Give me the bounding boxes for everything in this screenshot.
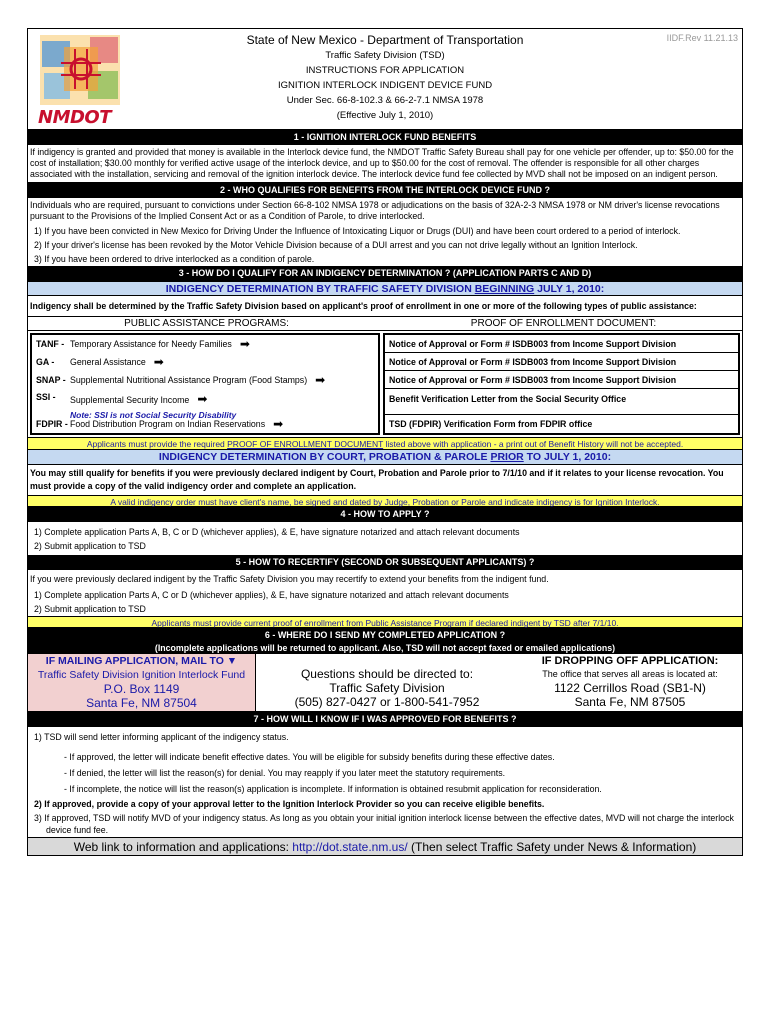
programs-list [30, 333, 380, 435]
mailing-line: Traffic Safety Division Ignition Interlock Fund [37, 669, 246, 681]
header-title: State of New Mexico - Department of Transportation [246, 33, 524, 47]
phone-numbers: (505) 827-0427 or 1-800-541-7952 [294, 695, 480, 709]
header-line: (Effective July 1, 2010) [336, 110, 434, 121]
list-item: 2) If your driver's license has been revoked by the Motor Vehicle Division because of a DUI arrest and you can not drive legally without an Ignition Interlock. [34, 240, 638, 250]
list-item: 2) If approved, provide a copy of your approval letter to the Ignition Interlock Provider so you can receive eligible benefits. [34, 799, 545, 809]
header-line: Under Sec. 66-8-102.3 & 66-2-7.1 NMSA 1978 [286, 95, 484, 106]
mailing-title: IF MAILING APPLICATION, MAIL TO ▼ [45, 655, 238, 667]
assistance-table-header [28, 317, 742, 331]
list-item: 1) TSD will send letter informing applicant of the indigency status. [34, 732, 289, 742]
drop-off-title: IF DROPPING OFF APPLICATION: [541, 655, 719, 667]
section-3-heading: 3 - HOW DO I QUALIFY FOR AN INDIGENCY DETERMINATION ? (APPLICATION PARTS C AND D) [28, 266, 742, 281]
form-header [28, 29, 742, 130]
incomplete-notice: (Incomplete applications will be returned to applicant. Also, TSD will not accept faxed or emailed applications) [28, 643, 742, 654]
list-item: 3) If approved, TSD will notify MVD of your indigency status. As long as you obtain your initial ignition interlock license between the effective dates, MVD will not charge the interlock device fund fee. [34, 813, 734, 835]
section-1-text: If indigency is granted and provided that money is available in the Interlock device fund, the NMDOT Traffic Safety Bureau shall pay for one vehicle per offender, up to: $50.00 for the cost of installation; $30.00 monthly for verified active usage of the interlock device, and up to $50.00 for the cost of removal. The offender is responsible for all other charges associated with the installation, servicing and removal of the ignition interlock device. The interlock device fund fee collected by MVD shall not be imposed on an indigent person. [28, 145, 742, 183]
instruction-form [27, 28, 743, 856]
questions-contact: Questions should be directed to: Traffic Safety Division (505) 827-0427 or 1-800-541-7952 [256, 654, 518, 711]
section-7-heading: 7 - HOW WILL I KNOW IF I WAS APPROVED FOR BENEFITS ? [28, 712, 742, 727]
arrow-right-icon: ➡ [239, 337, 250, 351]
header-line: Traffic Safety Division (TSD) [325, 50, 445, 61]
proof-notice: Applicants must provide the required PROOF OF ENROLLMENT DOCUMENT listed above with application - a print out of Benefit History will not be accepted. [28, 438, 742, 450]
proof-row: Notice of Approval or Form # ISDB003 from Income Support Division [385, 353, 738, 371]
assistance-table [28, 331, 742, 438]
proof-row: Notice of Approval or Form # ISDB003 from Income Support Division [385, 335, 738, 353]
court-text: You may still qualify for benefits if you were previously declared indigent by Court, Probation and Parole prior to 7/1/10 and if it relates to your license revocation. You must provide a copy of the valid indigency order and complete an application. [30, 468, 724, 491]
mailing-line: Santa Fe, NM 87504 [86, 696, 197, 710]
program-row: SSI - Supplemental Security Income ➡ Note: SSI is not Social Security Disability [36, 392, 237, 420]
recertify-notice: Applicants must provide current proof of enrollment from Public Assistance Program if declared indigent by TSD after 7/1/10. [28, 616, 742, 628]
indigency-order-notice: A valid indigency order must have client's name, be signed and dated by Judge, Probation or Parole and indicate indigency is for Ignition Interlock. [28, 495, 742, 507]
col-programs-header: PUBLIC ASSISTANCE PROGRAMS: [124, 318, 289, 329]
sub-item: - If approved, the letter will indicate benefit effective dates. You will be eligible for subsidy benefits during these effective dates. [64, 752, 555, 762]
program-row: GA - General Assistance ➡ [36, 355, 164, 369]
header-line: INSTRUCTIONS FOR APPLICATION [305, 65, 465, 76]
proof-list [383, 333, 740, 435]
section-5-text: If you were previously declared indigent by the Traffic Safety Division you may recertify to extend your benefits from the indigent fund. [30, 574, 549, 584]
revision-code: IIDF.Rev 11.21.13 [666, 33, 738, 43]
logo-text: NMDOT [38, 107, 111, 128]
list-item: 2) Submit application to TSD [34, 604, 146, 614]
sub-item: - If incomplete, the notice will list the reason(s) application is incomplete. If information is obtained resubmit application for reconsideration. [64, 784, 602, 794]
proof-row: TSD (FDPIR) Verification Form from FDPIR office [389, 419, 593, 429]
program-row: FDPIR - Food Distribution Program on Indian Reservations ➡ [36, 417, 284, 431]
web-link-footer: Web link to information and applications: http://dot.state.nm.us/ (Then select Traffic Safety under News & Information) [28, 837, 742, 855]
mailing-line: P.O. Box 1149 [103, 682, 180, 696]
list-item: 3) If you have been ordered to drive interlocked as a condition of parole. [34, 254, 315, 264]
drop-off-address: IF DROPPING OFF APPLICATION: The office that serves all areas is located at: 1122 Cerrillos Road (SB1-N) Santa Fe, NM 87505 [518, 654, 742, 711]
tsd-indigency-banner: INDIGENCY DETERMINATION BY TRAFFIC SAFETY DIVISION BEGINNING JULY 1, 2010: [28, 281, 742, 296]
mailing-address [28, 654, 256, 711]
list-item: 1) If you have been convicted in New Mexico for Driving Under the Influence of Intoxicating Liquor or Drugs (DUI) and have been court ordered to a period of interlock. [34, 226, 681, 236]
section-6-heading: 6 - WHERE DO I SEND MY COMPLETED APPLICATION ? [28, 628, 742, 643]
court-indigency-banner: INDIGENCY DETERMINATION BY COURT, PROBATION & PAROLE PRIOR TO JULY 1, 2010: [28, 450, 742, 465]
website-link[interactable]: http://dot.state.nm.us/ [292, 840, 408, 854]
arrow-right-icon: ➡ [315, 373, 326, 387]
section-2-heading: 2 - WHO QUALIFIES FOR BENEFITS FROM THE INTERLOCK DEVICE FUND ? [28, 183, 742, 198]
list-item: 1) Complete application Parts A, C or D (whichever applies), & E, have signature notarized and attach relevant documents [34, 590, 509, 600]
section-4-heading: 4 - HOW TO APPLY ? [28, 507, 742, 522]
sub-item: - If denied, the letter will list the reason(s) for denial. You may reapply if you later meet the statutory requirements. [64, 768, 506, 778]
section-1-heading: 1 - IGNITION INTERLOCK FUND BENEFITS [28, 130, 742, 145]
contact-info [28, 654, 742, 712]
arrow-right-icon: ➡ [153, 355, 164, 369]
arrow-right-icon: ➡ [273, 417, 284, 431]
header-line: IGNITION INTERLOCK INDIGENT DEVICE FUND [277, 80, 493, 91]
arrow-right-icon: ➡ [197, 392, 208, 406]
program-row: TANF - Temporary Assistance for Needy Families ➡ [36, 337, 250, 351]
section-5-heading: 5 - HOW TO RECERTIFY (SECOND OR SUBSEQUENT APPLICANTS) ? [28, 555, 742, 570]
col-proof-header: PROOF OF ENROLLMENT DOCUMENT: [470, 318, 657, 329]
list-item: 2) Submit application to TSD [34, 541, 146, 551]
program-row: SNAP - Supplemental Nutritional Assistance Program (Food Stamps) ➡ [36, 373, 326, 387]
list-item: 1) Complete application Parts A, B, C or D (whichever applies), & E, have signature notarized and attach relevant documents [34, 527, 520, 537]
ssi-note: Note: SSI is not Social Security Disability [70, 410, 237, 420]
proof-row: Benefit Verification Letter from the Social Security Office [385, 389, 738, 415]
proof-row: Notice of Approval or Form # ISDB003 from Income Support Division [385, 371, 738, 389]
section-2-text: Individuals who are required, pursuant to convictions under Section 66-8-102 NMSA 1978 or adjudications on the basis of 32A-2-3 NMSA 1978 or NM driver's license revocations pursuant to the Provisions of the Implied Consent Act or as a Condition of Parole, to drive interlocked. [30, 200, 720, 221]
section-3-intro: Indigency shall be determined by the Traffic Safety Division based on applicant's proof of enrollment in one or more of the following types of public assistance: [28, 296, 742, 317]
